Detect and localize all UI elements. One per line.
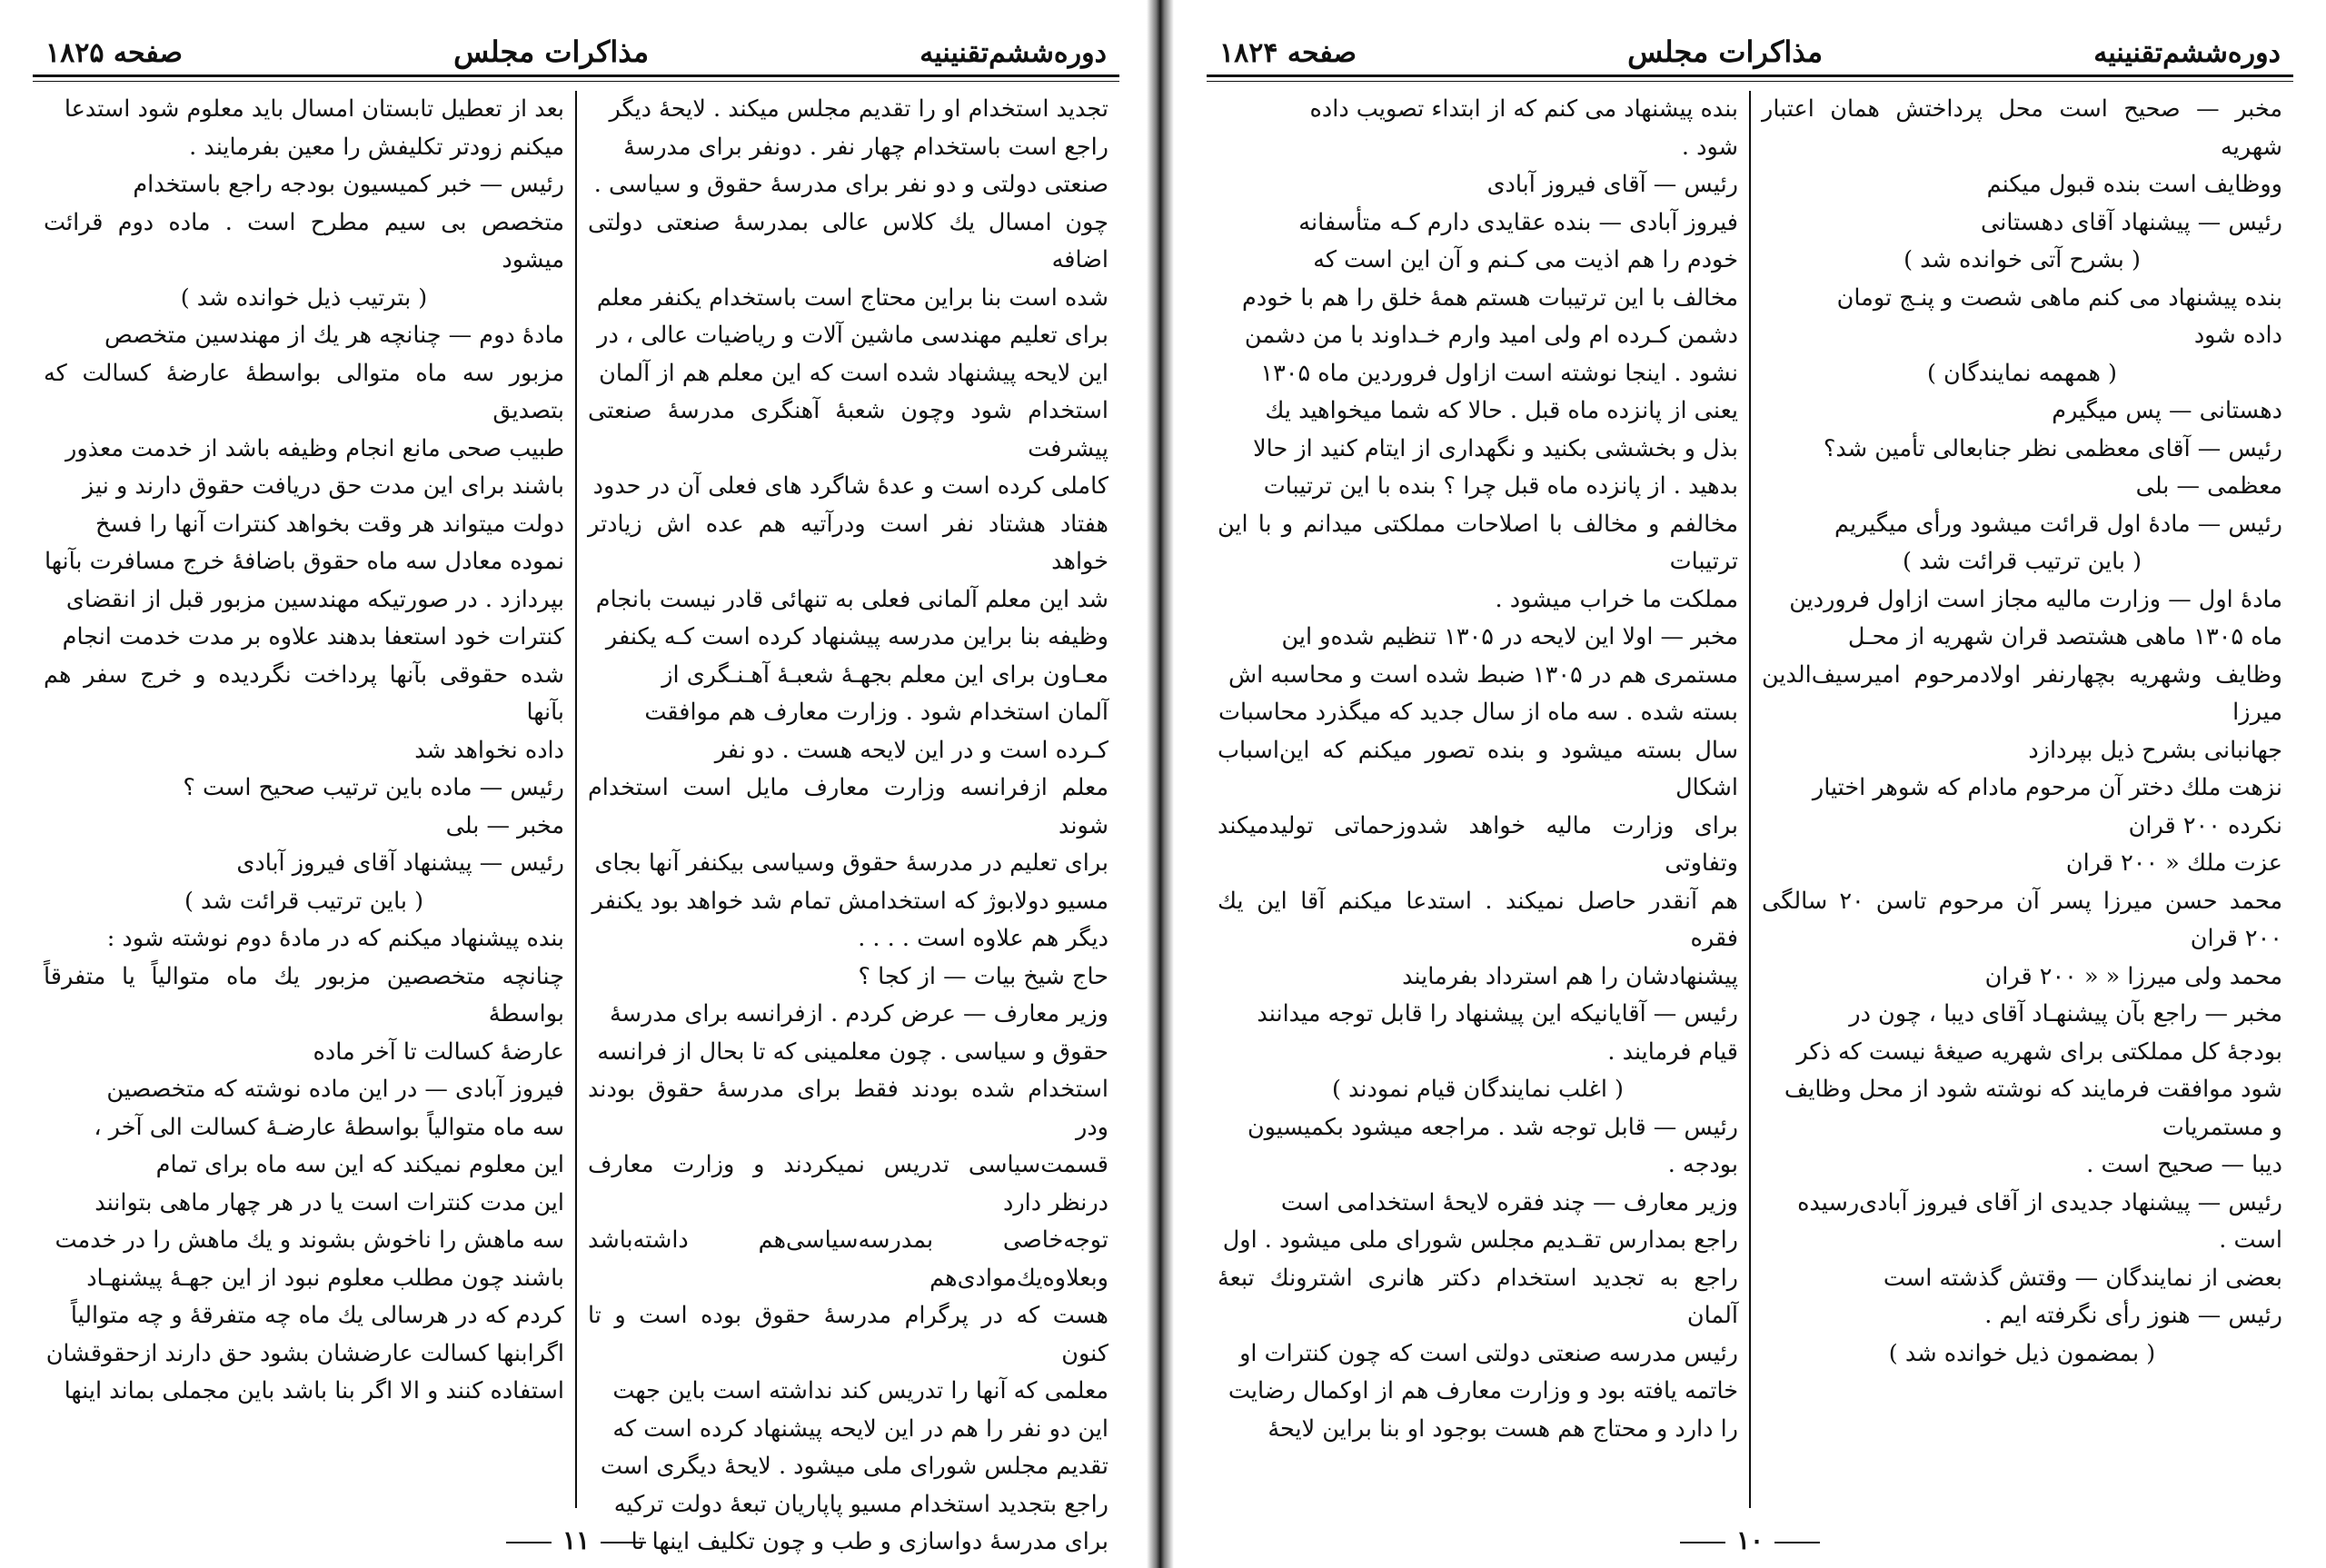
text-line: بنده پیشنهاد میکنم که در مادهٔ دوم نوشته شود : (106, 925, 564, 952)
text-line: حقوق و سیاسی . چون معلمینی که تا بحال از فرانسه (597, 1037, 1108, 1066)
text-line: شود موافقت فرمایند که نوشته شود از محل وظایف (1784, 1076, 2282, 1103)
column-left (33, 91, 575, 1508)
text-line: بپردازد . در صورتیکه مهندسین مزبور قبل از انقضای (65, 585, 564, 613)
header-session: دوره‌ششم‌تقنینیه (2093, 37, 2281, 69)
text-line: ( بترتیب ذیل خوانده شد ) (180, 283, 428, 312)
text-line: سال بسته میشود و بنده تصور میکنم که این‌اسباب اشکال (1218, 736, 1738, 801)
text-line: ووظایف است بنده قبول میکنم (1986, 171, 2282, 198)
text-line: دیبا — صحیح است . (2086, 1151, 2282, 1178)
text-line: محمد ولی میرزا « « ۲۰۰ قران (1984, 962, 2282, 990)
text-line: متخصص بی سیم مطرح است . ماده دوم قرائت میشود (44, 208, 564, 273)
text-line: معظمی — بلی (2135, 472, 2282, 500)
text-line: دولت میتواند هر وقت بخواهد کنترات آنها را فسخ (94, 510, 564, 538)
text-line: فیروز آبادی — بنده عقایدی دارم کـه متأسفانه (1298, 208, 1738, 236)
text-line: راجع بتجدید استخدام مسیو پاپاریان تبعهٔ دولت ترکیه (613, 1490, 1108, 1518)
header-session: دوره‌ششم‌تقنینیه (919, 37, 1107, 69)
text-line: کردم که در هرسالی یك ماه چه متفرقهٔ و چه متوالیاً (70, 1302, 564, 1329)
text-line: سه ماه متوالیاً بواسطهٔ عارضـهٔ کسالت الی آخر ، (94, 1113, 564, 1141)
text-line: دهستانی — پس میگیرم (2052, 397, 2282, 424)
text-line: حاج شیخ بیات — از کجا ؟ (858, 962, 1108, 990)
text-line: را دارد و محتاج هم هست بوجود او بنا براین لایحهٔ (1267, 1414, 1738, 1443)
text-line: معلم ازفرانسه وزارت معارف مایل است استخدام شوند (588, 774, 1108, 839)
text-line: استخدام شود وچون شعبهٔ آهنگری مدرسهٔ صنعتی پیشرفت (588, 397, 1108, 462)
text-line: اگرابنها کسالت عارضشان بشود حق دارند ازحقوقشان (45, 1339, 564, 1367)
text-line: و مستمریات (2162, 1113, 2282, 1141)
text-line: توجه‌خاصی بمدرسه‌سیاسی‌هم داشته‌باشد وبعلاوه‌یك‌موادی‌هم (588, 1226, 1108, 1292)
text-line: بذل و بخششی بکنید و نگهداری از ایتام کنید از حالا (1253, 434, 1738, 462)
page-header (1207, 35, 2293, 77)
text-line: مخبر — راجع بآن پیشنهـاد آقای دیبا ، چون در (1849, 1000, 2282, 1027)
page-1825 (0, 0, 1152, 1568)
text-line: وظیفه بنا براین مدرسه پیشنهاد کرده است کـه یکنفر (605, 623, 1108, 650)
text-line: خودم را هم اذیت می کـنم و آن این است که (1313, 246, 1738, 273)
text-line: خاتمه یافته بود و وزارت معارف هم از اوکمال رضایت (1228, 1377, 1738, 1404)
text-line: راجع به تجدید استخدام دکتر هانری اشترونك تبعهٔ آلمان (1218, 1264, 1738, 1329)
text-line: برای تعلیم مهندسی ماشین آلات و ریاضیات عالی ، در (597, 322, 1108, 349)
text-line: نشود . اینجا نوشته است ازاول فروردین ماه ۱۳۰۵ (1260, 359, 1738, 387)
text-line: صنعتی دولتی و دو نفر برای مدرسهٔ حقوق و سیاسی . (593, 171, 1108, 198)
text-line: داده شود (2193, 322, 2282, 349)
text-line: باشند چون مطلب معلوم نبود از این جهـهٔ پیشنهـاد (86, 1264, 564, 1292)
column-left (1207, 91, 1749, 1508)
text-line: معـاون برای این معلم بجهـهٔ شعبـهٔ آهـنـگری از (661, 660, 1108, 689)
text-line: مادهٔ اول — وزارت مالیه مجاز است ازاول فروردین (1789, 585, 2282, 613)
text-line: محمد حسن میرزا پسر آن مرحوم تاسن ۲۰ سالگی ۲۰۰ قران (1762, 887, 2282, 952)
text-line: راجع بمدارس تقـدیم مجلس شورای ملی میشود . اول (1222, 1226, 1738, 1254)
text-line: بسته شده . سه ماه از سال جدید که میگذرد محاسبات (1218, 699, 1738, 726)
text-line: سه ماهش را ناخوش بشوند و یك ماهش را در خدمت (55, 1226, 564, 1254)
text-line: شده حقوقی بآنها پرداخت نگردیده و خرج سفر هم بآنها (44, 660, 564, 726)
text-line: برای تعلیم در مدرسهٔ حقوق وسیاسی بیکنفر آنها بجای (594, 849, 1108, 877)
text-line: قیام فرمایند . (1607, 1037, 1738, 1066)
column-right (577, 91, 1119, 1555)
header-title: مذاکرات مجلس (453, 35, 650, 69)
text-line: ( باین ترتیب قرائت شد ) (184, 887, 424, 915)
text-line: هفتاد هشتاد نفر است ودرآتیه هم عده اش زیادتر خواهد (588, 510, 1108, 575)
text-line: آلمان استخدام شود . وزارت معارف هم موافقت (644, 699, 1108, 726)
text-line: دیگر هم علاوه است . . . . (858, 925, 1108, 952)
text-line: این مدت کنترات است یا در هر چهار ماهی بتوانند (94, 1188, 564, 1216)
text-line: است . (2219, 1226, 2282, 1254)
text-line: راجع است باستخدام چهار نفر . دونفر برای مدرسهٔ (623, 133, 1108, 161)
text-line: مزبور سه ماه متوالی بواسطهٔ عارضهٔ کسالت که بتصدیق (44, 359, 564, 424)
text-line: تجدید استخدام او را تقدیم مجلس میکند . لایحهٔ دیگر (609, 95, 1108, 123)
text-line: هم آنقدر حاصل نمیکند . استدعا میکنم آقا این یك فقره (1218, 887, 1738, 952)
text-line: فیروز آبادی — در این ماده نوشته که متخصصین (106, 1076, 564, 1103)
text-line: مستمری هم در ۱۳۰۵ ضبط شده است و محاسبه اش (1228, 660, 1738, 689)
text-line: مخالف با این ترتیبات هستم همهٔ خلق را هم با خودم (1242, 283, 1738, 312)
text-line: قسمت‌سیاسی تدریس نمیکردند و وزارت معارف درنظر دارد (588, 1151, 1108, 1216)
text-line: عزت ملك « ۲۰۰ قران (2065, 849, 2282, 877)
text-line: دشمن کـرده ام ولی امید وارم خـداوند با من دشمن (1244, 322, 1738, 349)
text-line: رئیس — هنوز رأی نگرفته ایم . (1984, 1302, 2282, 1329)
text-line: مسیو دولابوژ که استخدامش تمام شد خواهد بود یکنفر (591, 887, 1108, 915)
text-line: شده است بنا براین محتاج است باستخدام یکنفر معلم (596, 283, 1108, 312)
text-line: نکرده ۲۰۰ قران (2128, 811, 2282, 839)
footer-page-number: ۱۱ (562, 1525, 591, 1555)
text-line: رئیس — پیشنهاد آقای فیروز آبادی (236, 849, 564, 877)
text-line: رئیس — خبر کمیسیون بودجه راجع باستخدام (133, 171, 564, 198)
page-footer (0, 1525, 1152, 1555)
text-line: این معلوم نمیکند که این سه ماه برای تمام (155, 1151, 564, 1178)
page-header (33, 35, 1119, 77)
text-line: مخبر — صحیح است محل پرداختش همان اعتبار شهریه (1762, 95, 2282, 161)
text-line: بعد از تعطیل تابستان امسال باید معلوم شود استدعا (64, 95, 564, 123)
text-line: وزیر معارف — عرض کردم . ازفرانسه برای مدرسهٔ (609, 1000, 1108, 1027)
text-line: بنده پیشنهاد می کنم که از ابتداء تصویب داده (1309, 95, 1738, 123)
text-line: معلمی که آنها را تدریس کند نداشته است باین جهت (612, 1377, 1108, 1404)
text-line: این لایحه پیشنهاد شده است که این معلم هم از آلمان (599, 359, 1108, 387)
text-line: ( باین ترتیب قرائت شد ) (1902, 548, 2142, 575)
text-line: نموده معادل سه ماه حقوق باضافهٔ خرج مسافرت بآنها (44, 548, 564, 575)
text-line: چنانچه متخصصین مزبور یك ماه متوالیاً یا متفرقاً بواسطهٔ (44, 962, 564, 1027)
text-line: هست که در پرگرام مدرسهٔ حقوق بوده است و تا کنون (588, 1302, 1108, 1367)
text-line: ( اغلب نمایندگان قیام نمودند ) (1331, 1076, 1625, 1103)
text-line: ( همهمه نمایندگان ) (1927, 359, 2117, 387)
text-line: رئیس — پیشنهاد آقای دهستانی (1980, 208, 2282, 236)
book-gutter (1147, 0, 1174, 1568)
page-1824 (1174, 0, 2326, 1568)
column-divider (1749, 91, 1751, 1508)
text-line: این دو نفر را هم در این لایحه پیشنهاد کرده است که (612, 1414, 1108, 1443)
text-line: نزهت ملك دختر آن مرحوم مادام که شوهر اختیار (1812, 774, 2282, 801)
text-line: وزیر معارف — چند فقره لایحهٔ استخدامی است (1280, 1188, 1738, 1216)
text-line: رئیس مدرسه صنعتی دولتی است که چون کنترات او (1239, 1339, 1738, 1367)
text-line: برای وزارت مالیه خواهد شد‌وزحماتی تولیدمیکند وتفاوتی (1218, 811, 1738, 877)
text-line: مملکت ما خراب میشود . (1495, 585, 1738, 613)
text-line: چون امسال یك کلاس عالی بمدرسهٔ صنعتی دولتی اضافه (588, 208, 1108, 273)
text-line: عارضهٔ کسالت تا آخر ماده (313, 1037, 564, 1066)
column-right (1751, 91, 2293, 1508)
text-line: شد این معلم آلمانی فعلی به تنهائی قادر نیست بانجام (595, 585, 1108, 613)
text-line: رئیس — آقای فیروز آبادی (1486, 171, 1738, 198)
header-page-number: صفحه ۱۸۲۴ (1219, 37, 1357, 69)
text-line: ماه ۱۳۰۵ ماهی هشتصد قران شهریه از محـل (1847, 623, 2282, 650)
text-line: یعنی از پانزده ماه قبل . حالا که شما میخواهید یك (1265, 397, 1738, 424)
text-line: داده نخواهد شد (414, 736, 564, 764)
text-line: استخدام شده بودند فقط برای مدرسهٔ حقوق بودند ودر (588, 1076, 1108, 1141)
text-line: مخبر — اولا این لایحه در ۱۳۰۵ تنظیم شده‌و این (1281, 623, 1738, 650)
text-line: رئیس — ماده باین ترتیب صحیح است ؟ (183, 774, 564, 801)
text-line: بدهید . از پانزده ماه قبل چرا ؟ بنده با این ترتیبات (1263, 472, 1738, 500)
text-line: رئیس — پیشنهاد جدیدی از آقای فیروز آبادی‌رسیده (1797, 1188, 2282, 1216)
text-line: رئیس — مادهٔ اول قرائت میشود ورأی میگیریم (1834, 510, 2282, 538)
text-columns (1207, 91, 2293, 1508)
text-line: بنده پیشنهاد می کنم ماهی شصت و پنـج تومان (1836, 283, 2282, 312)
text-line: باشند برای این مدت حق دریافت حقوق دارند و نیز (83, 472, 564, 500)
text-line: بعضی از نمایندگان — وقتش گذشته است (1883, 1264, 2282, 1292)
text-line: پیشنهادشان را هم استرداد بفرمایند (1402, 962, 1738, 990)
text-line: ( بشرح آتی خوانده شد ) (1904, 246, 2141, 273)
column-divider (575, 91, 577, 1508)
text-line: تقدیم مجلس شورای ملی میشود . لایحهٔ دیگری است (600, 1453, 1108, 1480)
text-line: ( بمضمون ذیل خوانده شد ) (1888, 1339, 2156, 1367)
text-line: برای مدرسهٔ دواسازی و طب و چون تکلیف اینها تا (631, 1528, 1108, 1555)
text-line: وظایف وشهریه بچهارنفر اولادمرحوم امیرسیف‌الدین میرزا (1762, 660, 2282, 726)
text-line: رئیس — قابل توجه شد . مراجعه میشود بکمیسیون (1247, 1113, 1738, 1141)
text-line: کـرده است و در این لایحه هست . دو نفر (714, 736, 1108, 764)
page-footer (1174, 1525, 2326, 1555)
text-line: رئیس — آقایانیکه این پیشنهاد را قابل توجه میدانند (1257, 1000, 1738, 1027)
text-line: شود . (1681, 133, 1738, 161)
footer-page-number: ۱۰ (1735, 1525, 1764, 1555)
text-line: رئیس — آقای معظمی نظر جنابعالی تأمین شد؟ (1823, 434, 2282, 462)
text-line: مخالفم و مخالف با اصلاحات مملکتی میدانم و با این ترتیبات (1218, 510, 1738, 575)
text-line: جهانبانی بشرح ذیل بپردازد (2028, 736, 2282, 764)
text-line: بودجهٔ کل مملکتی برای شهریه صیغهٔ نیست که ذکر (1796, 1037, 2282, 1066)
text-line: مادهٔ دوم — چنانچه هر یك از مهندسین متخصص (104, 322, 564, 349)
text-line: کنترات خود استعفا بدهند علاوه بر مدت خدمت انجام (62, 623, 564, 650)
text-line: میکنم زودتر تکلیفش را معین بفرمایند . (189, 133, 564, 161)
text-line: کاملی کرده است و عدهٔ شاگرد های فعلی آن در حدود (592, 472, 1108, 500)
text-line: بودجه . (1667, 1151, 1738, 1178)
header-title: مذاکرات مجلس (1627, 35, 1824, 69)
header-page-number: صفحه ۱۸۲۵ (45, 37, 183, 69)
text-line: طبیب صحی مانع انجام وظیفه باشد از خدمت معذور (65, 434, 564, 462)
text-line: استفاده کنند و الا اگر بنا باشد باین مجملی بماند اینها (64, 1377, 564, 1404)
text-line: مخبر — بلی (445, 811, 564, 839)
